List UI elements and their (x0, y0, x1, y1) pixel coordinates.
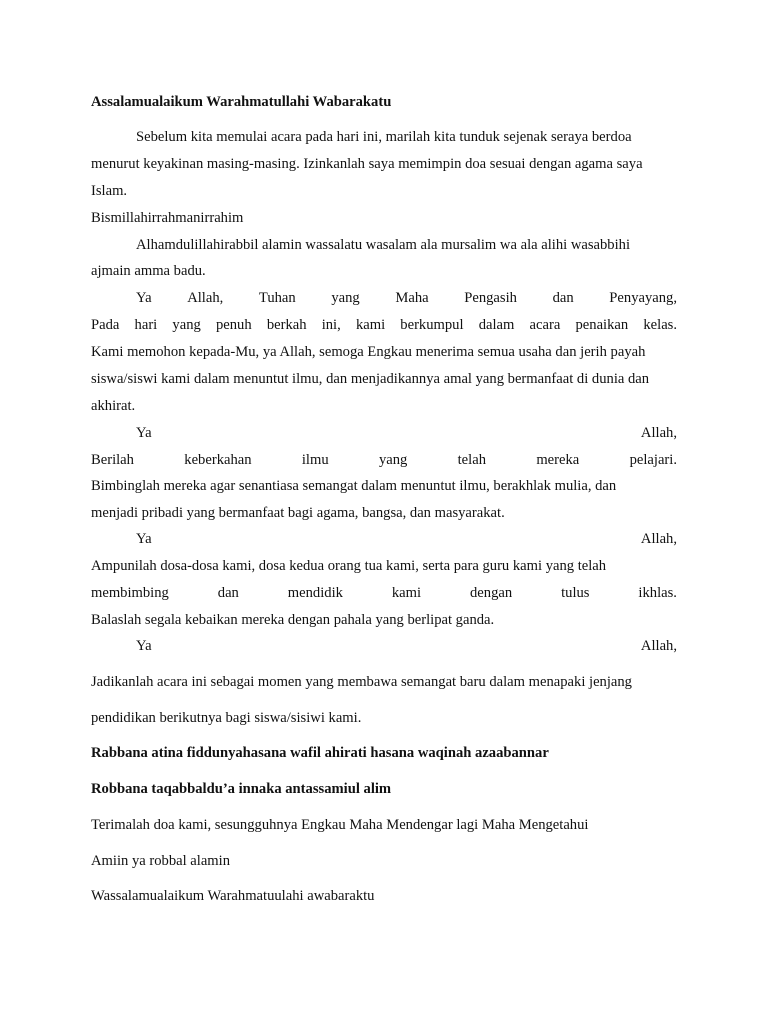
para3-line-2: Ampunilah dosa-dosa kami, dosa kedua orang tua kami, serta para guru kami yang telah (91, 558, 607, 574)
justified-word: Allah, (640, 638, 677, 654)
para1-line-5: akhirat. (91, 398, 136, 414)
para4-line-2: Jadikanlah acara ini sebagai momen yang membawa semangat baru dalam menapaki jenjang (91, 674, 632, 690)
justified-word: Ya (136, 290, 152, 306)
closing-line: Wassalamualaikum Warahmatuulahi awabaraktu (91, 888, 375, 904)
justified-word: berkumpul (400, 317, 464, 333)
justified-word: mereka (536, 452, 580, 468)
justified-word: Tuhan (258, 290, 296, 306)
justified-word: keberkahan (184, 452, 252, 468)
justified-word: Pengasih (464, 290, 517, 306)
justified-word: Berilah (91, 452, 134, 468)
justified-word: dengan (470, 585, 513, 601)
justified-word: membimbing (91, 585, 169, 601)
justified-word: tulus (561, 585, 590, 601)
prayer-bold-line-1: Rabbana atina fiddunyahasana wafil ahirati hasana waqinah azaabannar (91, 745, 549, 761)
justified-word: dan (552, 290, 574, 306)
justified-word: yang (378, 452, 408, 468)
justified-word: berkah (266, 317, 307, 333)
hamdalah-line-2: ajmain amma badu. (91, 263, 206, 279)
para3-line-4: Balaslah segala kebaikan mereka dengan pahala yang berlipat ganda. (91, 612, 495, 628)
justified-word: telah (457, 452, 486, 468)
justified-word: Allah, (187, 290, 224, 306)
justified-word: hari (134, 317, 158, 333)
justified-word: pelajari. (629, 452, 677, 468)
para2-line-3: Bimbinglah mereka agar senantiasa semangat dalam menuntut ilmu, berakhlak mulia, dan (91, 478, 617, 494)
para4-line-3: pendidikan berikutnya bagi siswa/sisiwi kami. (91, 710, 362, 726)
justified-word: Ya (136, 531, 152, 547)
justified-word: Ya (136, 638, 152, 654)
justified-word: Ya (136, 425, 152, 441)
justified-word: Penyayang, (609, 290, 677, 306)
justified-word: kami (391, 585, 422, 601)
para2-line-1 (136, 424, 677, 442)
justified-word: ini, (321, 317, 341, 333)
intro-line-2: menurut keyakinan masing-masing. Izinkanlah saya memimpin doa sesuai dengan agama saya (91, 156, 643, 172)
justified-word: penaikan (575, 317, 629, 333)
para1-line-1 (136, 289, 677, 307)
justified-word: Allah, (640, 531, 677, 547)
intro-line-1: Sebelum kita memulai acara pada hari ini, marilah kita tunduk sejenak seraya berdoa (136, 129, 632, 145)
amin-line: Amiin ya robbal alamin (91, 853, 231, 869)
justified-word: Pada (91, 317, 120, 333)
para2-line-4: menjadi pribadi yang bermanfaat bagi agama, bangsa, dan masyarakat. (91, 505, 505, 521)
para1-line-3: Kami memohon kepada-Mu, ya Allah, semoga Engkau menerima semua usaha dan jerih payah (91, 344, 646, 360)
justified-word: penuh (215, 317, 252, 333)
justified-word: kami (355, 317, 386, 333)
para2-line-2 (91, 451, 677, 469)
justified-word: kelas. (643, 317, 677, 333)
bismillah-line: Bismillahirrahmanirrahim (91, 210, 244, 226)
justified-word: yang (172, 317, 201, 333)
justified-word: ilmu (301, 452, 329, 468)
para3-line-1 (136, 530, 677, 548)
para1-line-4: siswa/siswi kami dalam menuntut ilmu, dan menjadikannya amal yang bermanfaat di dunia dan (91, 371, 650, 387)
para1-line-2 (91, 316, 677, 334)
justified-word: acara (529, 317, 561, 333)
justified-word: dalam (478, 317, 515, 333)
intro-line-3: Islam. (91, 183, 128, 199)
greeting-heading: Assalamualaikum Warahmatullahi Wabarakatu (91, 94, 392, 110)
translation-line: Terimalah doa kami, sesungguhnya Engkau Maha Mendengar lagi Maha Mengetahui (91, 817, 589, 833)
justified-word: Maha (395, 290, 429, 306)
para3-line-3 (91, 584, 677, 602)
justified-word: dan (217, 585, 239, 601)
para4-line-1 (136, 637, 677, 655)
justified-word: yang (331, 290, 360, 306)
justified-word: Allah, (640, 425, 677, 441)
justified-word: mendidik (287, 585, 343, 601)
prayer-bold-line-2: Robbana taqabbaldu’a innaka antassamiul alim (91, 781, 392, 797)
hamdalah-line-1: Alhamdulillahirabbil alamin wassalatu wasalam ala mursalim wa ala alihi wasabbihi (136, 237, 631, 253)
justified-word: ikhlas. (638, 585, 677, 601)
